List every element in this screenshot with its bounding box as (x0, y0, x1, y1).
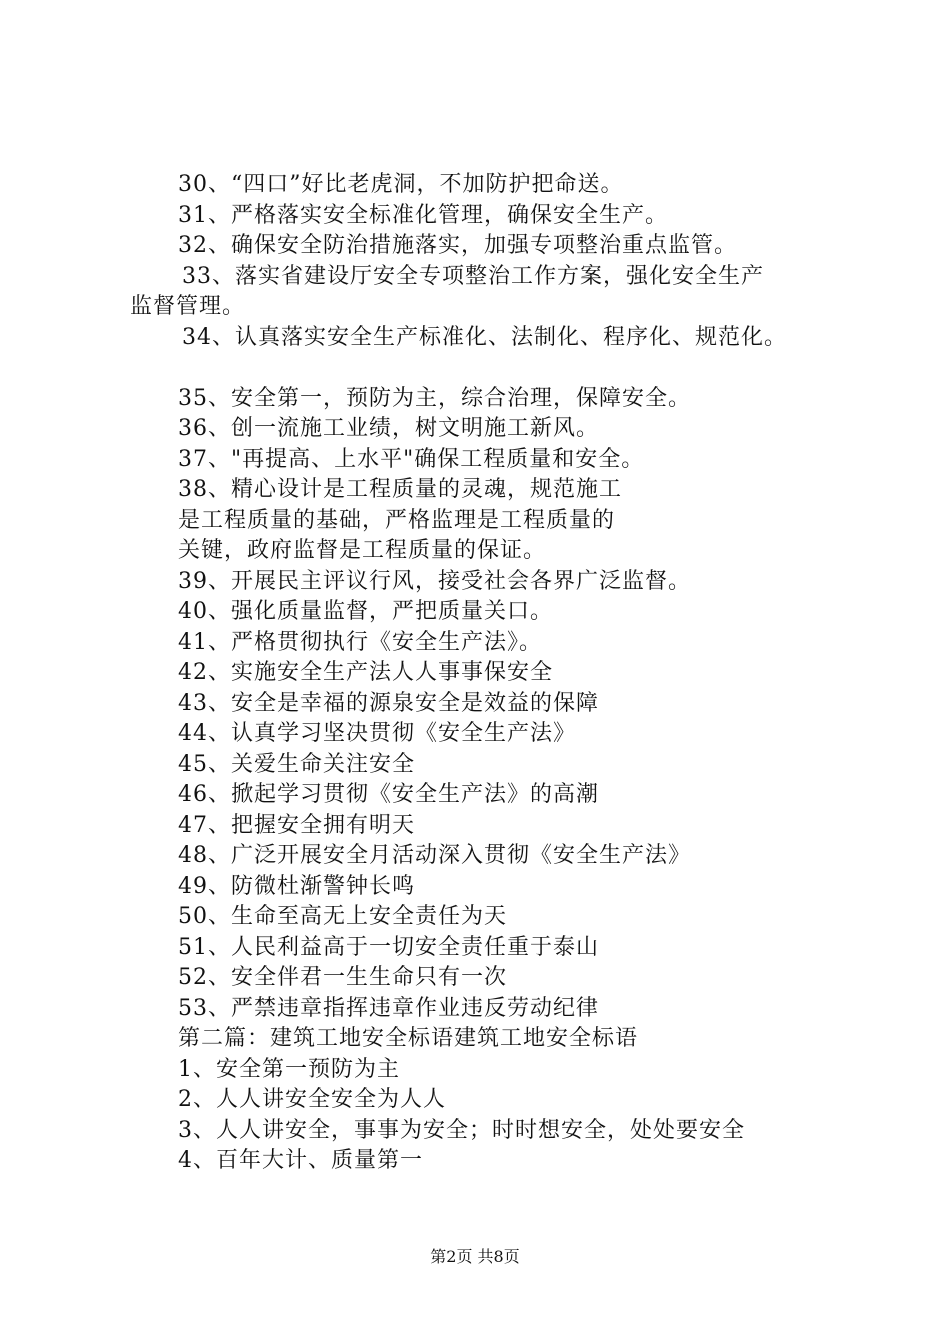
text-line-41: 41、严格贯彻执行《安全生产法》。 (178, 629, 542, 655)
text-line-46: 46、掀起学习贯彻《安全生产法》的高潮 (178, 782, 599, 807)
text-line-40: 40、强化质量监督，严把质量关口。 (178, 599, 553, 624)
text-line-33-cont: 监督管理。 (130, 294, 246, 319)
text-line-32: 32、确保安全防治措施落实，加强专项整治重点监管。 (178, 233, 737, 258)
text-line-30: 30、“四口”好比老虎洞，不加防护把命送。 (178, 172, 624, 197)
text-line-33: 33、落实省建设厅安全专项整治工作方案，强化安全生产 (182, 263, 764, 289)
text-line-38: 38、精心设计是工程质量的灵魂，规范施工 (178, 477, 622, 502)
section-heading: 第二篇：建筑工地安全标语建筑工地安全标语 (178, 1026, 639, 1051)
text-line-35: 35、安全第一，预防为主，综合治理，保障安全。 (178, 385, 691, 411)
blank-line (130, 353, 870, 384)
text-line-38-cont2: 关键，政府监督是工程质量的保证。 (178, 538, 547, 563)
text-line-51: 51、人民利益高于一切安全责任重于泰山 (178, 934, 599, 960)
text-line-47: 47、把握安全拥有明天 (178, 812, 415, 838)
text-line-39: 39、开展民主评议行风，接受社会各界广泛监督。 (178, 568, 691, 594)
text-line-42: 42、实施安全生产法人人事事保安全 (178, 660, 553, 685)
text-line-52: 52、安全伴君一生生命只有一次 (178, 965, 507, 990)
text-line-49: 49、防微杜渐警钟长鸣 (178, 873, 415, 899)
text-line-31: 31、严格落实安全标准化管理，确保安全生产。 (178, 202, 668, 228)
text-line-38-cont1: 是工程质量的基础，严格监理是工程质量的 (178, 507, 616, 533)
text-line-s2-2: 2、人人讲安全安全为人人 (178, 1087, 446, 1112)
text-line-36: 36、创一流施工业绩，树文明施工新风。 (178, 416, 599, 441)
text-line-48: 48、广泛开展安全月活动深入贯彻《安全生产法》 (178, 843, 691, 868)
text-line-44: 44、认真学习坚决贯彻《安全生产法》 (178, 721, 576, 746)
text-line-50: 50、生命至高无上安全责任为天 (178, 904, 507, 929)
text-line-53: 53、严禁违章指挥违章作业违反劳动纪律 (178, 995, 599, 1021)
text-line-s2-3: 3、人人讲安全，事事为安全；时时想安全，处处要安全 (178, 1117, 745, 1143)
document-body (130, 170, 870, 1177)
text-line-s2-4: 4、百年大计、质量第一 (178, 1148, 423, 1173)
text-line-34: 34、认真落实安全生产标准化、法制化、程序化、规范化。 (182, 324, 787, 350)
text-line-37: 37、"再提高、上水平"确保工程质量和安全。 (178, 446, 645, 472)
page-number-footer: 第2页 共8页 (430, 1247, 520, 1266)
text-line-43: 43、安全是幸福的源泉安全是效益的保障 (178, 690, 599, 716)
text-line-45: 45、关爱生命关注安全 (178, 751, 415, 777)
text-line-s2-1: 1、安全第一预防为主 (178, 1056, 400, 1082)
